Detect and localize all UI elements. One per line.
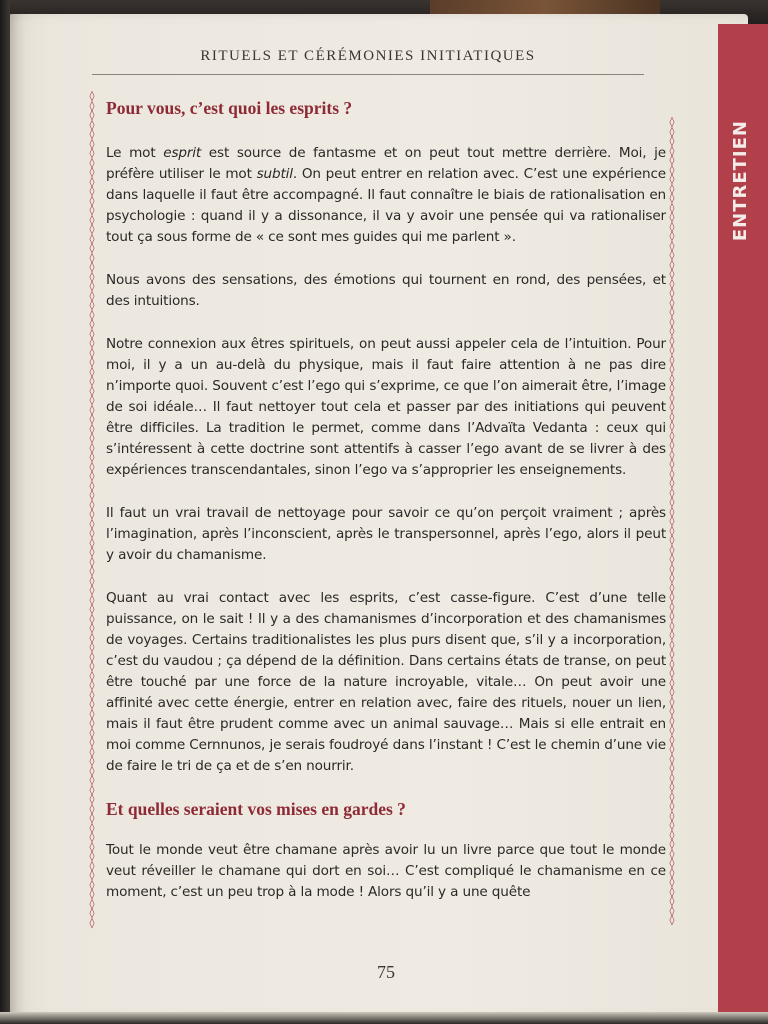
text-run: Le mot — [106, 145, 164, 161]
decorative-border-left-icon: ◊ ◊ ◊ ◊ ◊ ◊ ◊ ◊ ◊ ◊ ◊ ◊ ◊ ◊ ◊ ◊ ◊ ◊ ◊ ◊ ◊ ◊ ◊ ◊ ◊ ◊ ◊ ◊ ◊ ◊ ◊ ◊ ◊ ◊ ◊ ◊ ◊ ◊ ◊ ◊ ◊ ◊ ◊ ◊ ◊ ◊ ◊ ◊ ◊ ◊ ◊ ◊ ◊ ◊ ◊ ◊ ◊ ◊ ◊ ◊ ◊ ◊ ◊ ◊ ◊ ◊ ◊ ◊ ◊ ◊ ◊ ◊ ◊ ◊ ◊ ◊ ◊ ◊ ◊ ◊ ◊ ◊ ◊ ◊ ◊ ◊ ◊ ◊ — [89, 91, 95, 929]
section-heading: Pour vous, c’est quoi les esprits ? — [106, 98, 353, 118]
header-rule — [92, 74, 644, 75]
page-bottom-edge — [0, 1012, 768, 1024]
section-heading: Et quelles seraient vos mises en gardes ? — [106, 799, 406, 819]
wooden-surface — [430, 0, 660, 14]
emphasis: subtil — [256, 166, 293, 182]
text-run: . On peut entrer en relation avec. C’est une expérience dans laquelle il faut être accompagné. Il faut connaître le biais de rationalisation en psychologie : quand il y a dissonance, il va y avoir une pensée qui va rationaliser tout ça sous forme de « ce sont mes guides qui me parlent ». — [106, 166, 666, 245]
paragraph: Tout le monde veut être chamane après avoir lu un livre parce que tout le monde veut réveiller le chamane qui dort en soi… C’est compliqué le chamanisme en ce moment, c’est un peu trop à la mode ! Alors qu’il y a une quête — [106, 842, 666, 900]
paragraph: Quant au vrai contact avec les esprits, c’est casse-figure. C’est d’une telle puissance, on le sait ! Il y a des chamanismes d’incorporation et des chamanismes de voyages. Certains traditionalistes les plus purs disent que, s’il y a incorporation, c’est du vaudou ; ça dépend de la définition. Dans certains états de transe, on peut être touché par une force de la nature incroyable, vitale… On peut avoir une affinité avec cette énergie, entrer en relation avec, faire des rituels, nouer un lien, mais il faut être prudent comme avec un animal sauvage… Mais si elle entrait en moi comme Cernnunos, je serais foudroyé dans l’instant ! C’est le chemin d’une vie de faire le tri de ça et de s’en nourrir. — [106, 590, 666, 774]
text-run: est source de fantasme et on peut tout mettre derrière. Moi, je préfère utiliser le mot — [106, 145, 666, 182]
book-gutter-edge — [0, 0, 10, 1024]
paragraph: Nous avons des sensations, des émotions qui tournent en rond, des pensées, et des intuitions. — [106, 272, 666, 309]
paragraph: Notre connexion aux êtres spirituels, on peut aussi appeler cela de l’intuition. Pour moi, il y a un au-delà du physique, mais il faut faire attention à ne pas dire n’importe quoi. Souvent c’est l’ego qui s’exprime, ce que l’on aimerait être, l’image de soi idéale… Il faut nettoyer tout cela et passer par des initiations qui peuvent être difficiles. La tradition le permet, comme dans l’Advaïta Vedanta : ceux qui s’intéressent à cette doctrine sont attentifs à casser l’ego avant de se livrer à des expériences transcendantales, sinon l’ego va s’approprier les enseignements. — [106, 336, 666, 478]
page-number: 75 — [377, 962, 395, 982]
decorative-border-right-icon: ◊ ◊ ◊ ◊ ◊ ◊ ◊ ◊ ◊ ◊ ◊ ◊ ◊ ◊ ◊ ◊ ◊ ◊ ◊ ◊ ◊ ◊ ◊ ◊ ◊ ◊ ◊ ◊ ◊ ◊ ◊ ◊ ◊ ◊ ◊ ◊ ◊ ◊ ◊ ◊ ◊ ◊ ◊ ◊ ◊ ◊ ◊ ◊ ◊ ◊ ◊ ◊ ◊ ◊ ◊ ◊ ◊ ◊ ◊ ◊ ◊ ◊ ◊ ◊ ◊ ◊ ◊ ◊ ◊ ◊ ◊ ◊ ◊ ◊ ◊ ◊ ◊ ◊ ◊ ◊ ◊ ◊ ◊ ◊ ◊ — [669, 117, 675, 926]
paragraph — [106, 143, 666, 248]
running-head: RITUELS ET CÉRÉMONIES INITIATIQUES — [200, 48, 536, 64]
side-tab-label: ENTRETIEN — [730, 120, 751, 242]
article-body — [106, 98, 666, 903]
paragraph: Il faut un vrai travail de nettoyage pour savoir ce qu’on perçoit vraiment ; après l’imagination, après l’inconscient, après le transpersonnel, après l’ego, alors il peut y avoir du chamanisme. — [106, 505, 666, 563]
emphasis: esprit — [163, 145, 202, 161]
